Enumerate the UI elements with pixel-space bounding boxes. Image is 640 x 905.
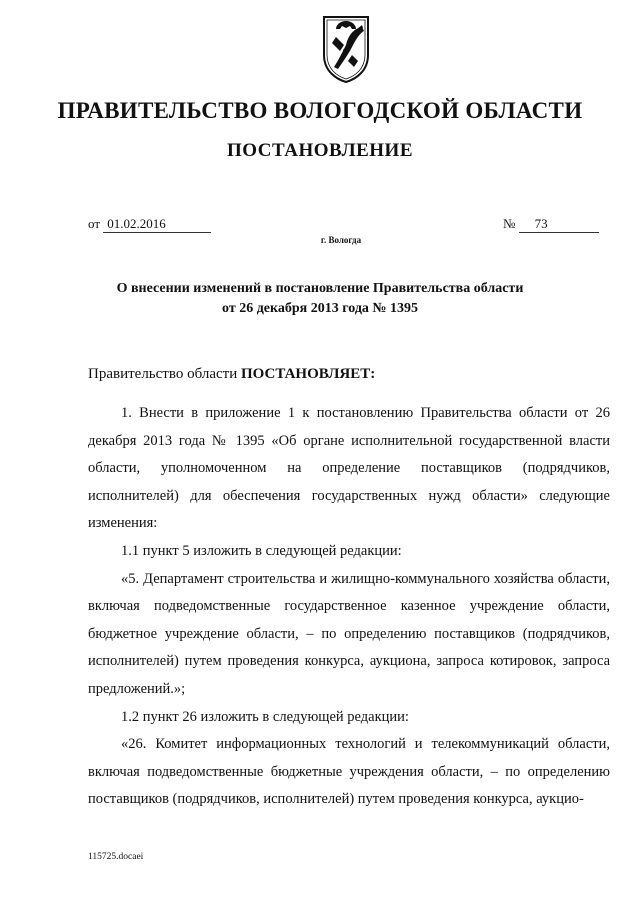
body-paragraph-5: «26. Комитет информационных технологий и телекоммуникаций области, включая подведомственные бюджетные учреждения области, – по определению поставщиков (подрядчиков, исполнителей) путем проведения конкурса, аукцио-: [88, 736, 610, 808]
resolves-prefix: Правительство области: [88, 366, 241, 382]
city-label: г. Вологда: [320, 235, 362, 245]
government-title: ПРАВИТЕЛЬСТВО ВОЛОГОДСКОЙ ОБЛАСТИ: [57, 98, 583, 123]
file-footer: 115725.docaei: [88, 852, 144, 862]
body-paragraph-2: 1.1 пункт 5 изложить в следующей редакции:: [121, 542, 402, 559]
document-subject: [0, 279, 640, 319]
number-prefix: №: [503, 216, 516, 231]
subject-line-1: О внесении изменений в постановление Правительства области: [116, 281, 524, 296]
document-type: ПОСТАНОВЛЕНИЕ: [226, 140, 414, 161]
document-body: [88, 400, 610, 814]
date-block: [88, 216, 211, 233]
body-paragraph-3: «5. Департамент строительства и жилищно-коммунального хозяйства области, включая подведомственные государственное казенное учреждение области, бюджетное учреждение области, – по определению поставщиков (подрядчиков, исполнителей) путем проведения конкурса, аукциона, запроса котировок, запроса предложений.»;: [88, 570, 610, 697]
body-paragraph-4: 1.2 пункт 26 изложить в следующей редакции:: [121, 708, 409, 725]
date-value: 01.02.2016: [103, 216, 211, 233]
body-paragraph-1: 1. Внести в приложение 1 к постановлению Правительства области от 26 декабря 2013 года № 1395 «Об органе исполнительной государственной власти области, уполномоченном на определение поставщиков (подрядчиков, исполнителей) для обеспечения государственных нужд области» следующие изменения:: [88, 405, 610, 532]
subject-line-2: от 26 декабря 2013 года № 1395: [222, 301, 418, 316]
number-value: 73: [519, 216, 599, 233]
vologda-coat-of-arms-icon: [322, 15, 370, 83]
resolves-line: [88, 366, 375, 383]
number-block: [503, 216, 599, 233]
date-prefix: от: [88, 216, 101, 231]
resolves-keyword: ПОСТАНОВЛЯЕТ:: [240, 366, 376, 382]
